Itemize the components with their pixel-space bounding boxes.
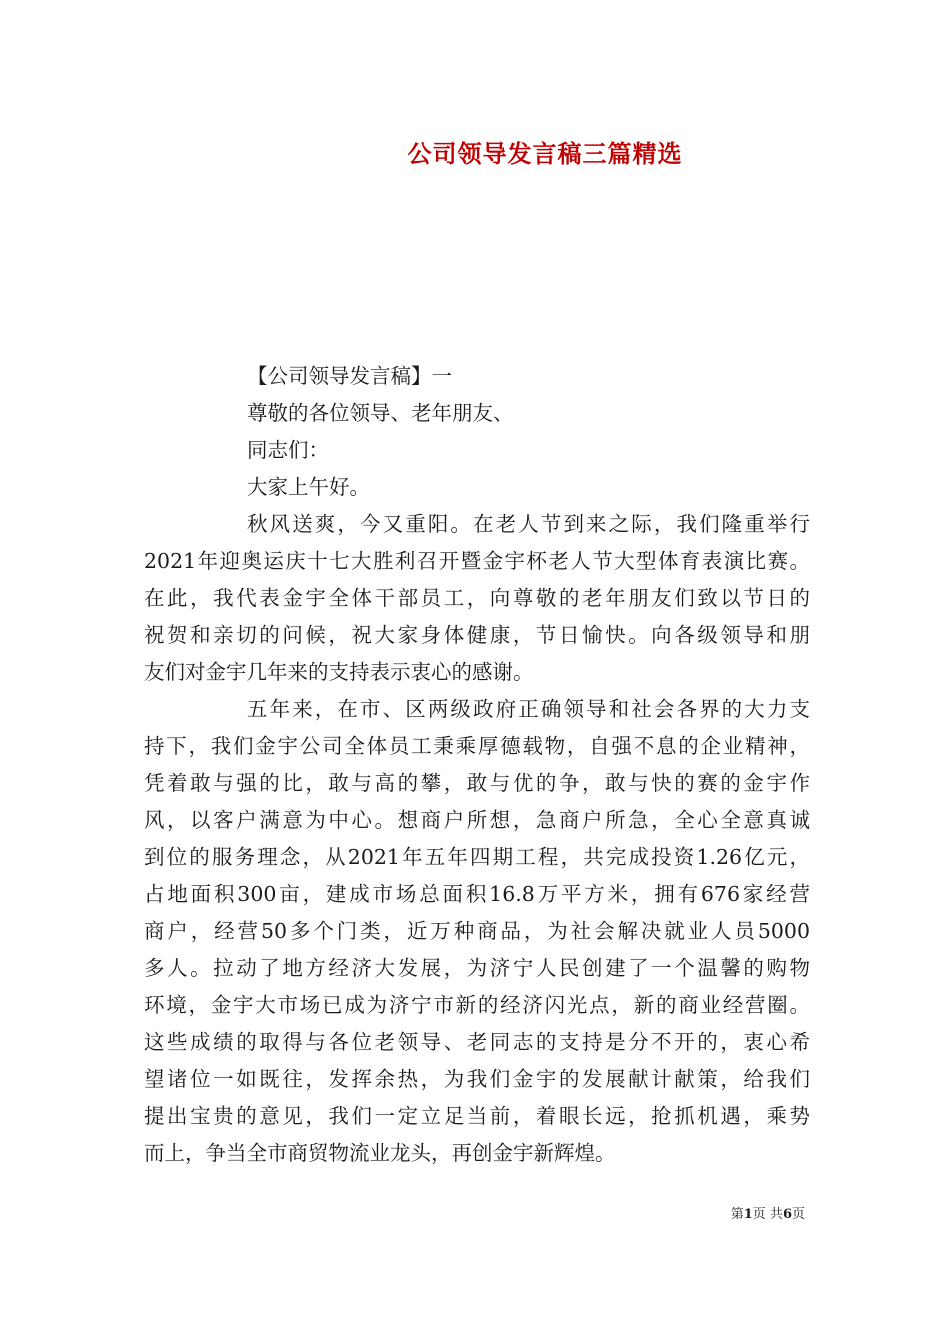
document-title: 公司领导发言稿三篇精选 xyxy=(407,139,683,168)
paragraph-line: 到位的服务理念，从2021年五年四期工程，共完成投资1.26亿元， xyxy=(144,845,810,869)
footer-suffix: 页 xyxy=(791,1207,805,1222)
paragraph-line: 望诸位一如既往，发挥余热，为我们金宇的发展献计献策，给我们 xyxy=(144,1067,810,1091)
paragraph-line: 五年来，在市、区两级政府正确领导和社会各界的大力支 xyxy=(247,697,810,721)
footer-middle: 页 共 xyxy=(752,1207,783,1222)
paragraph-line: 而上，争当全市商贸物流业龙头，再创金宇新辉煌。 xyxy=(144,1141,616,1165)
paragraph-line: 2021年迎奥运庆十七大胜利召开暨金宇杯老人节大型体育表演比赛。 xyxy=(144,549,810,573)
paragraph-line: 持下，我们金宇公司全体员工秉乘厚德载物，自强不息的企业精神， xyxy=(144,734,810,758)
paragraph-line: 占地面积300亩，建成市场总面积16.8万平方米，拥有676家经营 xyxy=(144,882,810,906)
paragraph-line: 多人。拉动了地方经济大发展，为济宁人民创建了一个温馨的购物 xyxy=(144,956,810,980)
paragraph-line: 这些成绩的取得与各位老领导、老同志的支持是分不开的，衷心希 xyxy=(144,1030,810,1054)
paragraph-line: 凭着敢与强的比，敢与高的攀，敢与优的争，敢与快的赛的金宇作 xyxy=(144,771,810,795)
page-footer xyxy=(731,1203,805,1222)
paragraph-line: 祝贺和亲切的问候，祝大家身体健康，节日愉快。向各级领导和朋 xyxy=(144,623,810,647)
paragraph-line: 同志们： xyxy=(247,438,329,462)
paragraph-line: 提出宝贵的意见，我们一定立足当前，着眼长远，抢抓机遇，乘势 xyxy=(144,1104,810,1128)
footer-current-page: 1 xyxy=(743,1207,753,1222)
paragraph-line: 环境，金宇大市场已成为济宁市新的经济闪光点，新的商业经营圈。 xyxy=(144,993,810,1017)
paragraph-line: 商户，经营50多个门类，近万种商品，为社会解决就业人员5000 xyxy=(144,919,810,943)
footer-total-pages: 6 xyxy=(782,1207,792,1222)
document-body xyxy=(144,358,810,1172)
paragraph-line: 风，以客户满意为中心。想商户所想，急商户所急，全心全意真诚 xyxy=(144,808,810,832)
footer-prefix: 第 xyxy=(730,1207,744,1222)
paragraph-line: 友们对金宇几年来的支持表示衷心的感谢。 xyxy=(144,660,534,684)
paragraph-line: 大家上午好。 xyxy=(247,475,370,499)
paragraph-line: 尊敬的各位领导、老年朋友、 xyxy=(247,401,514,425)
paragraph-line: 秋风送爽，今又重阳。在老人节到来之际，我们隆重举行 xyxy=(247,512,810,536)
paragraph-line: 在此，我代表金宇全体干部员工，向尊敬的老年朋友们致以节日的 xyxy=(144,586,810,610)
paragraph-line: 【公司领导发言稿】一 xyxy=(247,364,452,388)
